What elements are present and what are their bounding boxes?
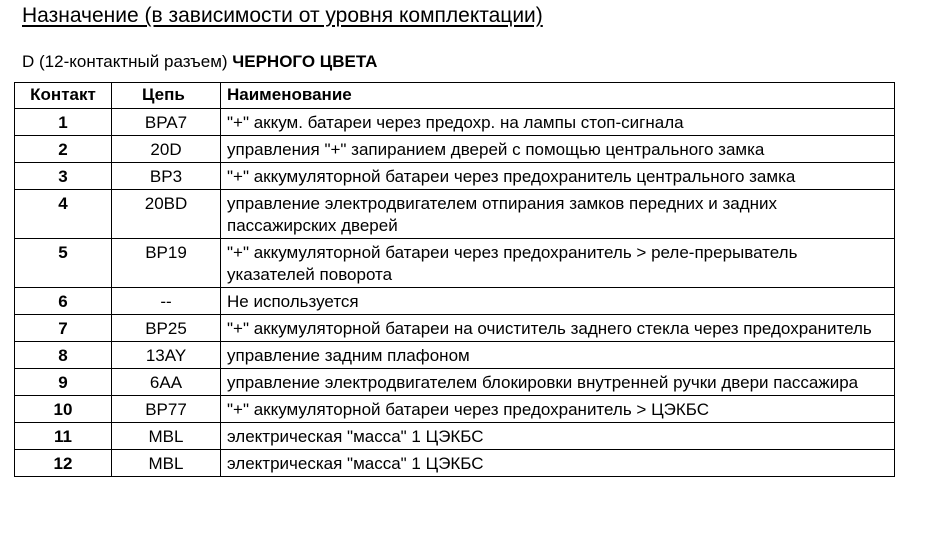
connector-color-label: ЧЕРНОГО ЦВЕТА [232,52,378,71]
circuit-code: MBL [112,450,221,477]
pin-description: "+" аккумуляторной батареи через предохранитель > ЦЭКБС [221,396,895,423]
pin-number: 8 [15,342,112,369]
pin-number: 3 [15,163,112,190]
pin-number: 10 [15,396,112,423]
header-circuit: Цепь [112,83,221,109]
pin-description: управление электродвигателем отпирания замков передних и задних пассажирских дверей [221,190,895,239]
pin-description: электрическая "масса" 1 ЦЭКБС [221,450,895,477]
pin-number: 6 [15,288,112,315]
pin-description: управление задним плафоном [221,342,895,369]
header-description: Наименование [221,83,895,109]
table-header-row [15,83,895,109]
circuit-code: BP25 [112,315,221,342]
pin-description: "+" аккумуляторной батареи на очиститель заднего стекла через предохранитель [221,315,895,342]
table-row [15,190,895,239]
connector-caption [22,52,377,72]
circuit-code: -- [112,288,221,315]
pin-number: 2 [15,136,112,163]
pin-description: Не используется [221,288,895,315]
pinout-table [14,82,895,477]
table-row [15,423,895,450]
pin-number: 9 [15,369,112,396]
pin-number: 1 [15,109,112,136]
circuit-code: 6AA [112,369,221,396]
pin-description: "+" аккумуляторной батареи через предохранитель > реле-прерыватель указателей поворота [221,239,895,288]
circuit-code: 20BD [112,190,221,239]
pin-description: управление электродвигателем блокировки внутренней ручки двери пассажира [221,369,895,396]
circuit-code: BPA7 [112,109,221,136]
connector-prefix: D (12-контактный разъем) [22,52,228,71]
table-row [15,163,895,190]
circuit-code: MBL [112,423,221,450]
table-row [15,239,895,288]
pin-number: 12 [15,450,112,477]
table-row [15,288,895,315]
circuit-code: 20D [112,136,221,163]
pin-number: 4 [15,190,112,239]
pin-number: 5 [15,239,112,288]
section-heading: Назначение (в зависимости от уровня комплектации) [22,4,543,27]
table-row [15,315,895,342]
circuit-code: BP3 [112,163,221,190]
pin-description: "+" аккум. батареи через предохр. на лампы стоп-сигнала [221,109,895,136]
circuit-code: BP77 [112,396,221,423]
table-row [15,396,895,423]
pin-number: 7 [15,315,112,342]
table-row [15,136,895,163]
table-row [15,342,895,369]
header-pin: Контакт [15,83,112,109]
table-row [15,109,895,136]
pin-description: управления "+" запиранием дверей с помощью центрального замка [221,136,895,163]
pin-number: 11 [15,423,112,450]
pin-description: электрическая "масса" 1 ЦЭКБС [221,423,895,450]
circuit-code: 13AY [112,342,221,369]
table-row [15,369,895,396]
table-body [15,109,895,477]
table-row [15,450,895,477]
circuit-code: BP19 [112,239,221,288]
pin-description: "+" аккумуляторной батареи через предохранитель центрального замка [221,163,895,190]
